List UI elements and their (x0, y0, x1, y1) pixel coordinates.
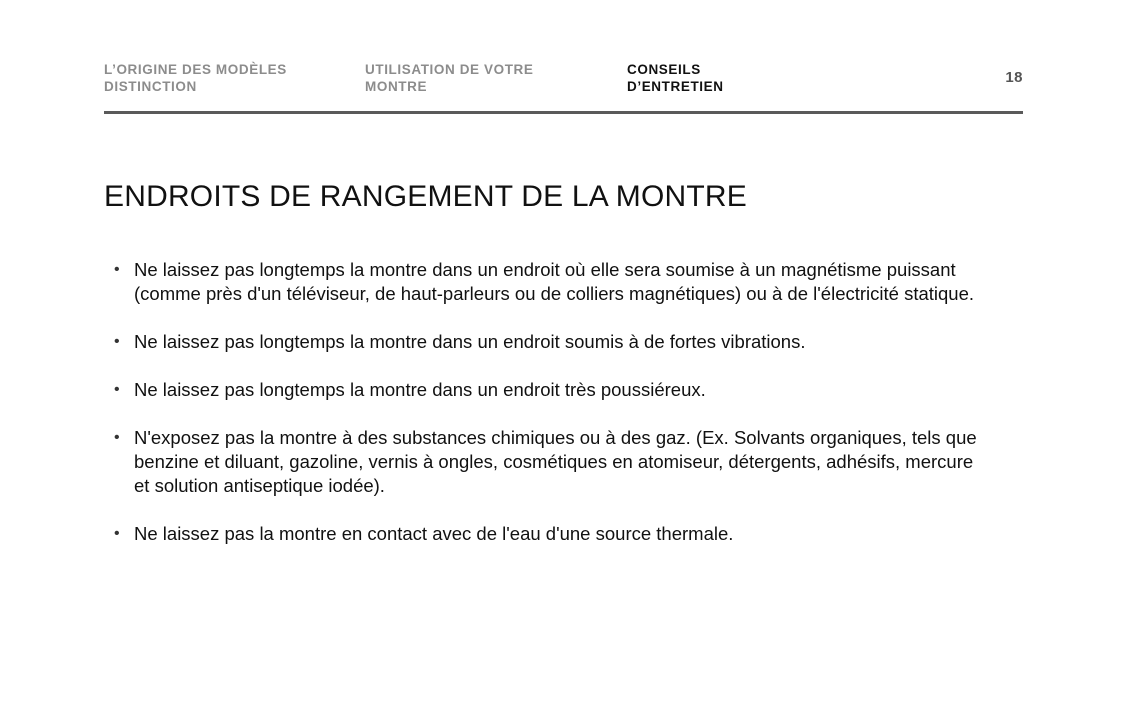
tab-label-line2: DISTINCTION (104, 79, 197, 94)
bullet-icon: • (114, 261, 120, 278)
tab-label-line1: L’ORIGINE DES MODÈLES (104, 62, 287, 77)
list-item-text: Ne laissez pas longtemps la montre dans un endroit soumis à de fortes vibrations. (134, 331, 806, 352)
tab-label-line1: CONSEILS (627, 62, 701, 77)
bullet-list (104, 258, 984, 570)
list-item-text: Ne laissez pas la montre en contact avec de l'eau d'une source thermale. (134, 523, 734, 544)
list-item (104, 426, 984, 498)
tab-label-line2: D’ENTRETIEN (627, 79, 724, 94)
page-number: 18 (1005, 69, 1023, 86)
tab-label-line1: UTILISATION DE VOTRE (365, 62, 534, 77)
tab-utilisation[interactable] (365, 61, 534, 95)
list-item-text: N'exposez pas la montre à des substances chimiques ou à des gaz. (Ex. Solvants organiques, tels que benzine et diluant, gazoline, vernis à ongles, cosmétiques en atomiseur, détergents, adhésifs, mercure et solution antiseptique iodée). (134, 427, 977, 496)
list-item (104, 378, 984, 402)
tab-label-line2: MONTRE (365, 79, 428, 94)
header-divider (104, 111, 1023, 114)
section-nav (104, 61, 1023, 101)
list-item (104, 522, 984, 546)
bullet-icon: • (114, 429, 120, 446)
list-item (104, 330, 984, 354)
list-item (104, 258, 984, 306)
bullet-icon: • (114, 525, 120, 542)
list-item-text: Ne laissez pas longtemps la montre dans un endroit où elle sera soumise à un magnétisme puissant (comme près d'un téléviseur, de haut-parleurs ou de colliers magnétiques) ou à de l'électricité statique. (134, 259, 975, 304)
tab-origine-des-modeles[interactable] (104, 61, 287, 95)
tab-conseils-entretien[interactable] (627, 61, 724, 95)
list-item-text: Ne laissez pas longtemps la montre dans un endroit très poussiéreux. (134, 379, 706, 400)
bullet-icon: • (114, 381, 120, 398)
bullet-icon: • (114, 333, 120, 350)
page-title: ENDROITS DE RANGEMENT DE LA MONTRE (104, 180, 747, 213)
